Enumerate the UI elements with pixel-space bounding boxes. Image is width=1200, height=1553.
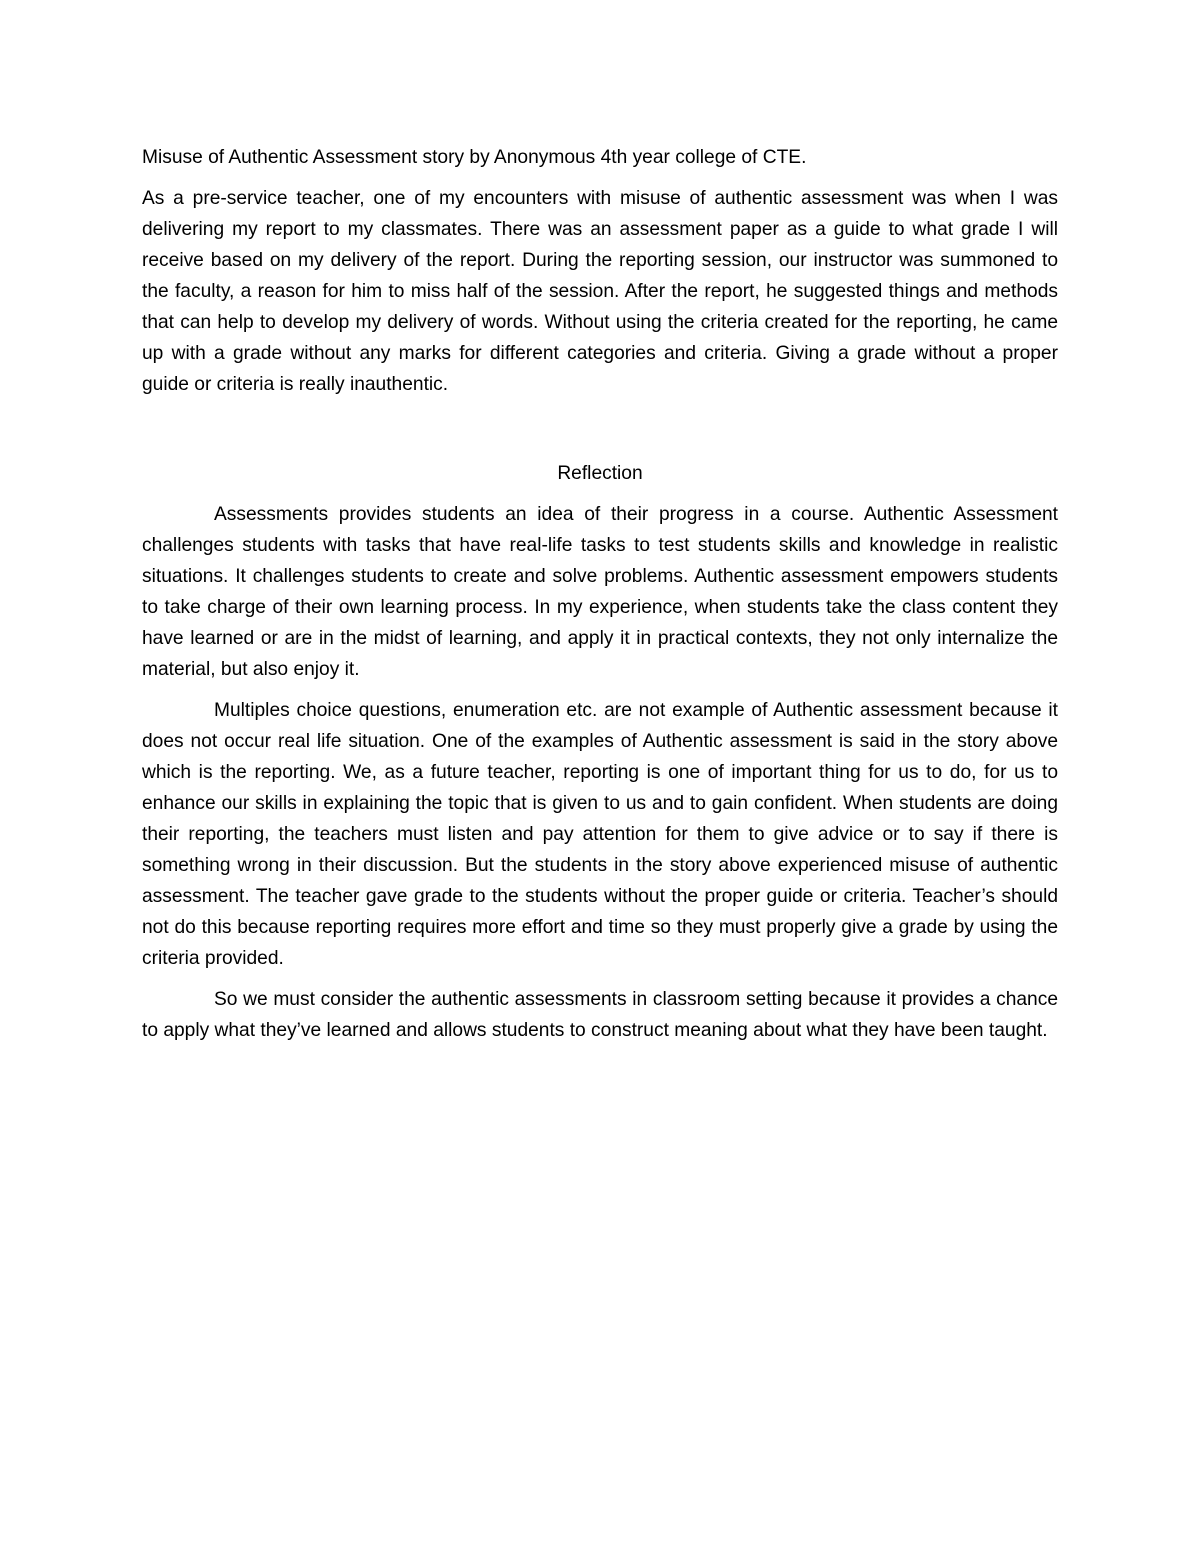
document-content — [142, 142, 1058, 1056]
story-title: Misuse of Authentic Assessment story by Anonymous 4th year college of CTE. — [142, 147, 807, 168]
reflection-paragraph-2: Multiples choice questions, enumeration etc. are not example of Authentic assessment because it does not occur real life situation. One of the examples of Authentic assessment is said in the story above which is the reporting. We, as a future teacher, reporting is one of important thing for us to do, for us to enhance our skills in explaining the topic that is given to us and to gain confident. When students are doing their reporting, the teachers must listen and pay attention for them to give advice or to say if there is something wrong in their discussion. But the students in the story above experienced misuse of authentic assessment. The teacher gave grade to the students without the proper guide or criteria. Teacher’s should not do this because reporting requires more effort and time so they must properly give a grade by using the criteria provided. — [142, 700, 1058, 969]
story-paragraph: As a pre-service teacher, one of my encounters with misuse of authentic assessment was when I was delivering my report to my classmates. There was an assessment paper as a guide to what grade I will receive based on my delivery of the report. During the reporting session, our instructor was summoned to the faculty, a reason for him to miss half of the session. After the report, he suggested things and methods that can help to develop my delivery of words. Without using the criteria created for the reporting, he came up with a grade without any marks for different categories and criteria. Giving a grade without a proper guide or criteria is really inauthentic. — [142, 188, 1058, 395]
reflection-paragraph-1: Assessments provides students an idea of their progress in a course. Authentic Assessment challenges students with tasks that have real-life tasks to test students skills and knowledge in realistic situations. It challenges students to create and solve problems. Authentic assessment empowers students to take charge of their own learning process. In my experience, when students take the class content they have learned or are in the midst of learning, and apply it in practical contexts, they not only internalize the material, but also enjoy it. — [142, 504, 1058, 680]
reflection-paragraph-3: So we must consider the authentic assessments in classroom setting because it provides a chance to apply what they’ve learned and allows students to construct meaning about what they have been taught. — [142, 989, 1058, 1041]
reflection-heading: Reflection — [557, 463, 643, 484]
